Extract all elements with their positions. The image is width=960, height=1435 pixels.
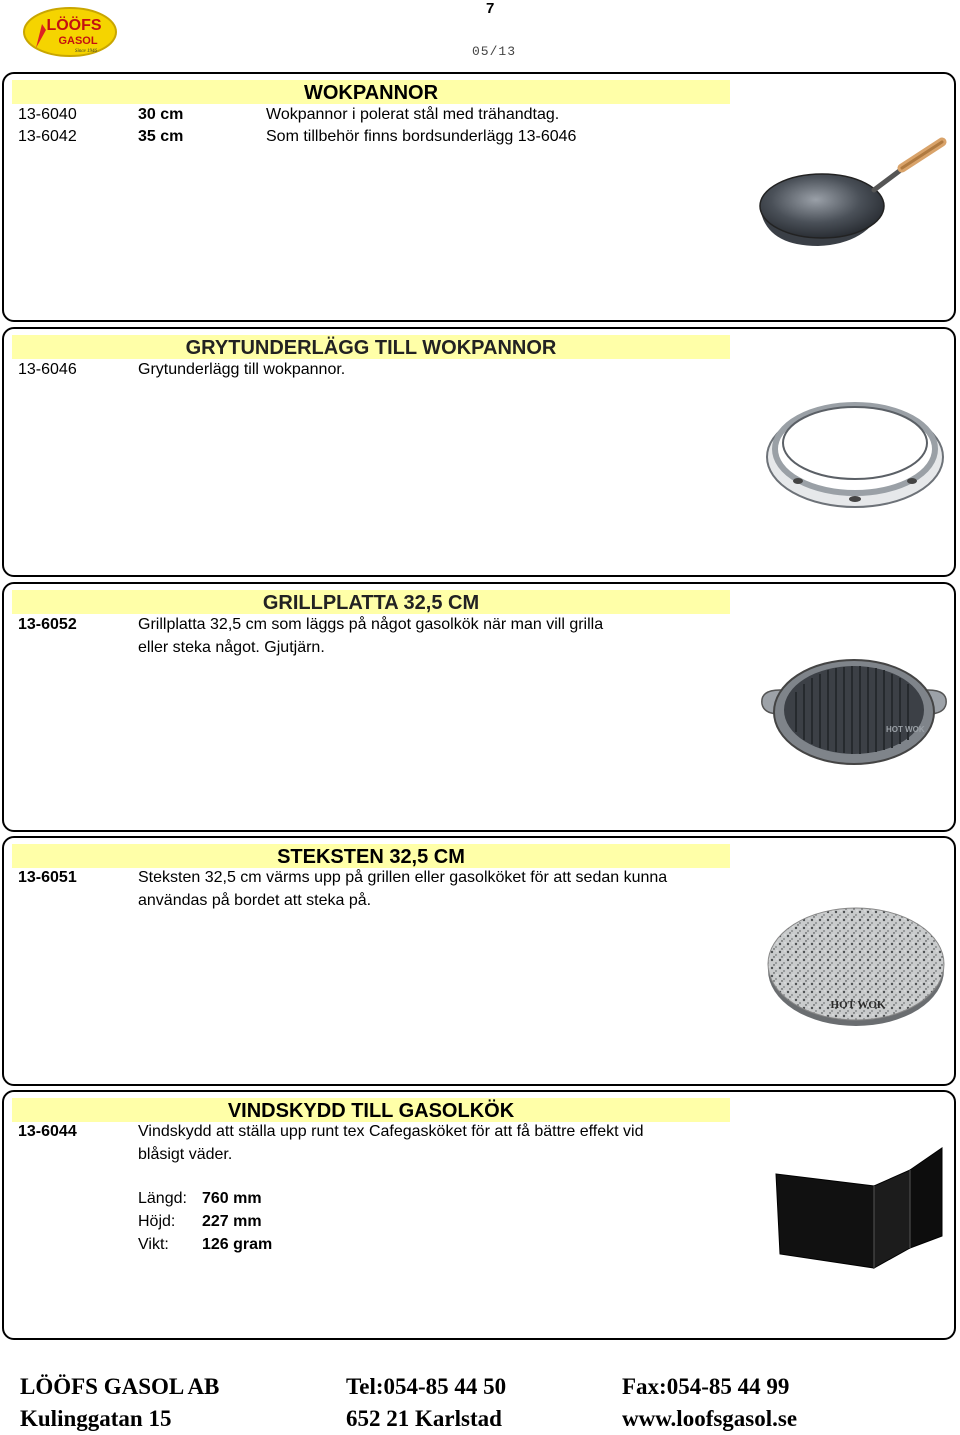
- product-description: Grytunderlägg till wokpannor.: [138, 361, 346, 378]
- product-description-line-1: Grillplatta 32,5 cm som läggs på något gasolkök när man vill grilla: [138, 616, 604, 633]
- product-code: 13-6046: [18, 361, 77, 378]
- footer-city: 652 21 Karlstad: [346, 1406, 502, 1431]
- section-title: WOKPANNOR: [303, 82, 439, 104]
- product-description-line-2: eller steka något. Gjutjärn.: [138, 639, 325, 656]
- cooking-stone-image: [762, 894, 950, 1034]
- title-bar: [12, 80, 730, 104]
- product-size: 30 cm: [138, 106, 184, 123]
- footer-street: Kulinggatan 15: [20, 1406, 172, 1431]
- product-description-line-1: Vindskydd att ställa upp runt tex Cafegasköket för att få bättre effekt vid: [138, 1123, 644, 1140]
- date-code: 05/13: [472, 44, 517, 59]
- grill-plate-image: [756, 652, 952, 772]
- footer-company: LÖÖFS GASOL AB: [20, 1374, 220, 1399]
- svg-text:HOT WOK: HOT WOK: [830, 999, 886, 1011]
- product-description-line-1: Steksten 32,5 cm värms upp på grillen eller gasolköket för att sedan kunna: [138, 869, 668, 886]
- section-title: GRYTUNDERLÄGG TILL WOKPANNOR: [185, 337, 557, 359]
- product-code: 13-6052: [18, 616, 77, 633]
- spec-label-height: Höjd:: [138, 1213, 176, 1230]
- product-card-wokpannor: [2, 72, 956, 322]
- svg-text:HOT WOK: HOT WOK: [886, 725, 925, 734]
- footer-website[interactable]: www.loofsgasol.se: [622, 1406, 798, 1431]
- product-description-line-2: blåsigt väder.: [138, 1146, 233, 1163]
- spec-label-weight: Vikt:: [138, 1236, 169, 1253]
- wok-pan-image: [756, 136, 956, 256]
- product-code: 13-6042: [18, 128, 77, 145]
- product-card-grytunderlagg: [2, 327, 956, 577]
- product-description: Som tillbehör finns bordsunderlägg 13-6046: [266, 128, 577, 145]
- title-bar: [12, 590, 730, 614]
- product-code: 13-6051: [18, 869, 77, 886]
- title-bar: [12, 844, 730, 868]
- section-title: VINDSKYDD TILL GASOLKÖK: [227, 1100, 515, 1122]
- svg-text:GASOL: GASOL: [58, 35, 98, 47]
- page-number: 7: [486, 0, 495, 17]
- spec-value-height: 227 mm: [202, 1213, 262, 1230]
- spec-value-length: 760 mm: [202, 1190, 262, 1207]
- wok-ring-image: [760, 379, 950, 519]
- windscreen-image: [770, 1144, 950, 1274]
- svg-text:LÖÖFS: LÖÖFS: [46, 17, 102, 34]
- footer-fax: Fax:054-85 44 99: [622, 1374, 790, 1399]
- section-title: GRILLPLATTA 32,5 CM: [262, 592, 480, 614]
- section-title: STEKSTEN 32,5 CM: [277, 846, 465, 868]
- title-bar: [12, 1098, 730, 1122]
- svg-text:Since 1946: Since 1946: [74, 49, 98, 54]
- product-code: 13-6040: [18, 106, 77, 123]
- product-card-vindskydd: [2, 1090, 956, 1340]
- product-card-steksten: [2, 836, 956, 1086]
- spec-value-weight: 126 gram: [202, 1236, 273, 1253]
- product-description: Wokpannor i polerat stål med trähandtag.: [266, 106, 560, 123]
- title-bar: [12, 335, 730, 359]
- product-card-grillplatta: [2, 582, 956, 832]
- company-logo: [22, 6, 118, 58]
- product-size: 35 cm: [138, 128, 184, 145]
- spec-label-length: Längd:: [138, 1190, 187, 1207]
- product-description-line-2: användas på bordet att steka på.: [138, 892, 372, 909]
- footer-phone: Tel:054-85 44 50: [346, 1374, 507, 1399]
- product-code: 13-6044: [18, 1123, 77, 1140]
